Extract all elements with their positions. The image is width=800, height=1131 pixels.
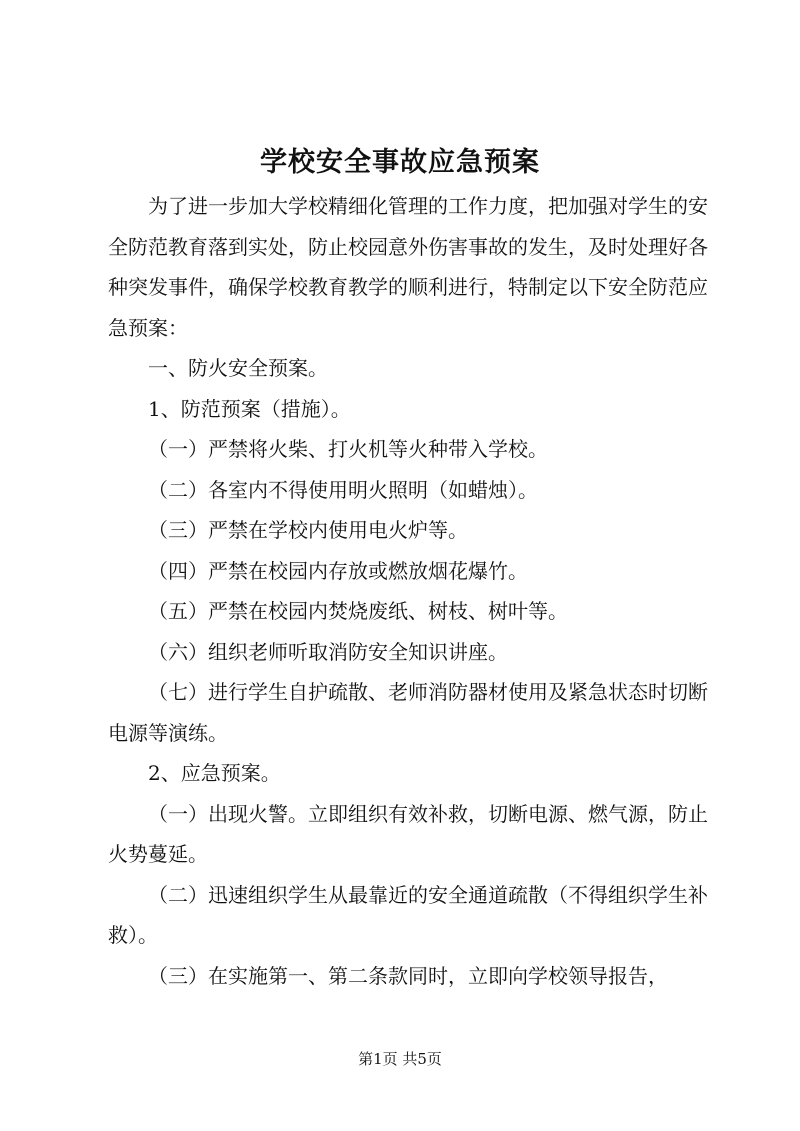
document-title: 学校安全事故应急预案 [260,147,540,178]
subsection-heading-prevention: 1、防范预案（措施）。 [148,396,351,421]
section-heading-fire-safety: 一、防火安全预案。 [148,356,328,380]
list-item: （五）严禁在校园内焚烧废纸、树枝、树叶等。 [148,599,568,623]
list-item: （七）进行学生自护疏散、老师消防器材使用及紧急状态时切断电源等演练。 [108,680,708,745]
document-body [108,186,708,996]
list-item: （三）在实施第一、第二条款同时，立即向学校领导报告， [148,963,668,988]
page-number-footer: 第1页 共5页 [358,1050,442,1068]
list-item: （三）严禁在学校内使用电火炉等。 [148,518,468,542]
list-item: （四）严禁在校园内存放或燃放烟花爆竹。 [148,558,528,583]
intro-paragraph: 为了进一步加大学校精细化管理的工作力度，把加强对学生的安全防范教育落到实处，防止校园意外伤害事故的发生，及时处理好各种突发事件，确保学校教育教学的顺利进行，特制定以下安全防范应急预案： [108,194,708,340]
list-item: （二）迅速组织学生从最靠近的安全通道疏散（不得组织学生补救）。 [108,882,708,947]
list-item: （一）严禁将火柴、打火机等火种带入学校。 [148,437,548,461]
list-item: （六）组织老师听取消防安全知识讲座。 [148,639,508,664]
list-item: （二）各室内不得使用明火照明（如蜡烛）。 [148,477,538,502]
subsection-heading-emergency: 2、应急预案。 [148,761,281,785]
list-item: （一）出现火警。立即组织有效补救，切断电源、燃气源，防止火势蔓延。 [108,801,708,866]
